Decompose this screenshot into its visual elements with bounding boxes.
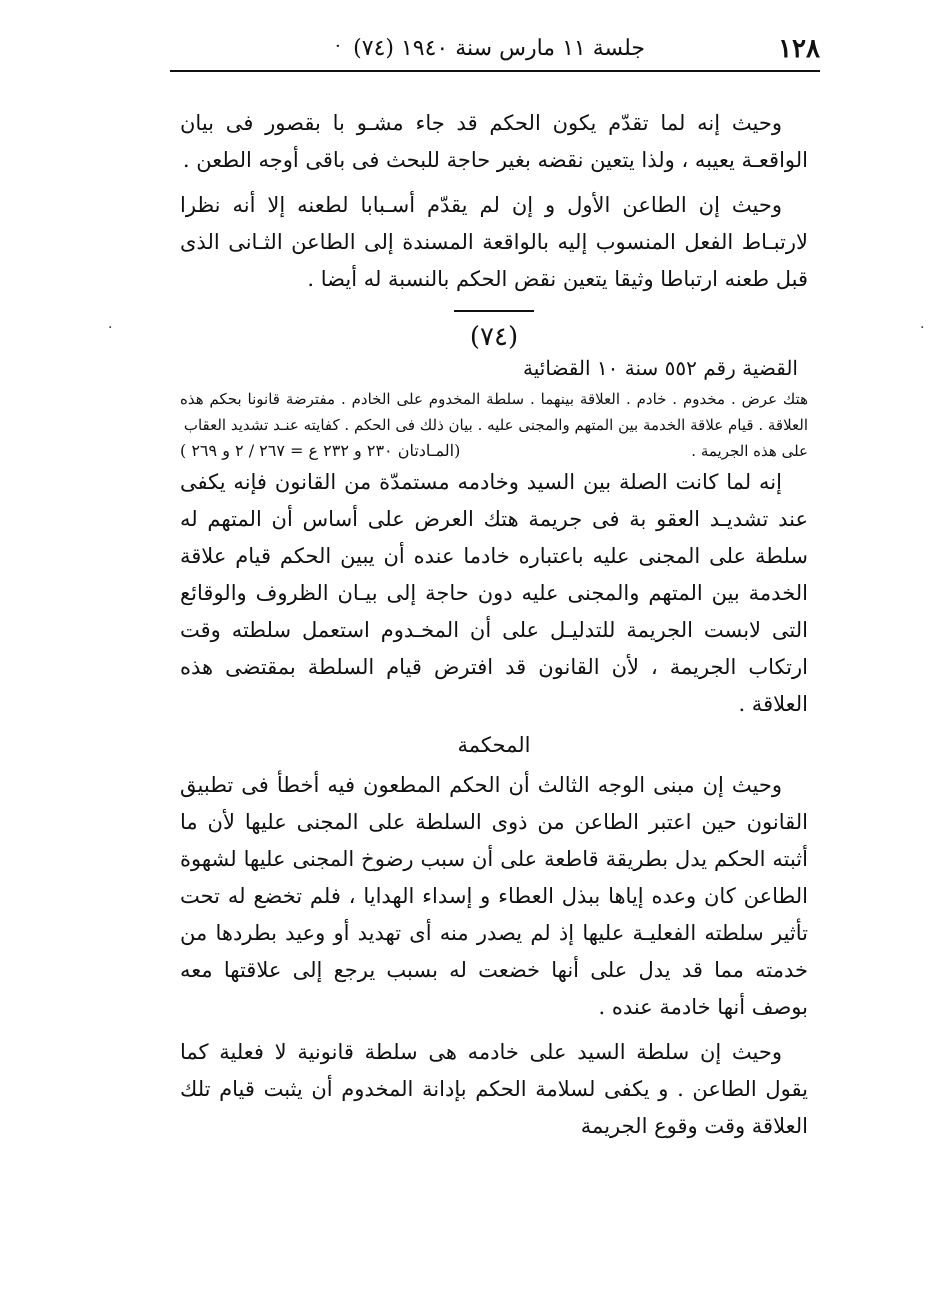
legal-principle: إنه لما كانت الصلة بين السيد وخادمه مستمدّة من القانون فإنه يكفى عند تشديـد العقو بة فى جريمة هتك العرض على أساس أن المتهم له سلطة على المجنى عليه باعتباره خادما عنده أن يبين الحكم قيام علاقة الخدمة بين المتهم والمجنى عليه دون حاجة إلى بيـان الظروف والوقائع التى لابست الجريمة للتدليـل على أن المخـدوم استعمل سلطته وقت ارتكاب الجريمة ، لأن القانون قد افترض قيام السلطة بمقتضى هذه العلاقة . xyxy=(180,470,808,716)
page-number: ١٢٨ xyxy=(778,34,820,64)
section-separator xyxy=(454,310,534,312)
court-section-title: المحكمة xyxy=(457,733,531,757)
legal-articles: (المـادتان ٢٣٠ و ٢٣٢ ع = ٢٦٧ / ٢ و ٢٦٩ ) xyxy=(180,441,461,460)
case-headnote: هتك عرض . مخدوم . خادم . العلاقة بينهما . سلطة المخدوم على الخادم . مفترضة قانونا بحكم هذه العلاقة . قيام علاقة الخدمة بين المتهم والمجنى عليه . بيان ذلك فى الحكم . كفايته عنـد تشديد العقاب xyxy=(180,390,808,434)
court-paragraph-1: وحيث إن مبنى الوجه الثالث أن الحكم المطعون فيه أخطأ فى تطبيق القانون حين اعتبر الطاعن من ذوى السلطة على المجنى عليها لأن ما أثبته الحكم يدل بطريقة قاطعة على أن سبب رضوخ المجنى عليها لشهوة الطاعن كان وعده إياها ببذل العطاء و إسداء الهدايا ، فلم تخضع له تحت تأثير سلطته الفعليـة عليها إذ لم يصدر منه أى تهديد أو وعيد بطردها من خدمته مما قد يدل على أنها خضعت له بسبب يرجع إلى علاقتها معه بوصف أنها خادمة عنده . xyxy=(180,773,808,1019)
page-body xyxy=(180,105,808,1145)
court-paragraph-2: وحيث إن سلطة السيد على خادمه هى سلطة قانونية لا فعلية كما يقول الطاعن . و يكفى لسلامة الحكم بإدانة المخدوم أن يثبت قيام تلك العلاقة وقت وقوع الجريمة xyxy=(180,1040,808,1138)
header-mark: · xyxy=(335,36,341,57)
case-reference: القضية رقم ٥٥٢ سنة ١٠ القضائية xyxy=(523,356,798,380)
intro-paragraph-1: وحيث إنه لما تقدّم يكون الحكم قد جاء مشـو با بقصور فى بيان الواقعـة يعيبه ، ولذا يتعين نقضه بغير حاجة للبحث فى باقى أوجه الطعن . xyxy=(180,111,808,172)
gutter-mark: · xyxy=(920,320,925,336)
intro-paragraph-2: وحيث إن الطاعن الأول و إن لم يقدّم أسـبابا لطعنه إلا أنه نظرا لارتبـاط الفعل المنسوب إليه بالواقعة المسندة إلى الطاعن الثـانى الذى قبل طعنه ارتباطا وثيقا يتعين نقض الحكم بالنسبة له أيضا . xyxy=(180,193,809,291)
gutter-mark: · xyxy=(108,320,113,336)
headnote-last-line xyxy=(180,438,808,464)
page-header xyxy=(170,30,820,72)
case-number: (٧٤) xyxy=(469,322,519,352)
headnote-end: على هذه الجريمة . xyxy=(691,442,808,460)
running-title: جلسة ١١ مارس سنة ١٩٤٠ (٧٤) xyxy=(353,36,645,61)
